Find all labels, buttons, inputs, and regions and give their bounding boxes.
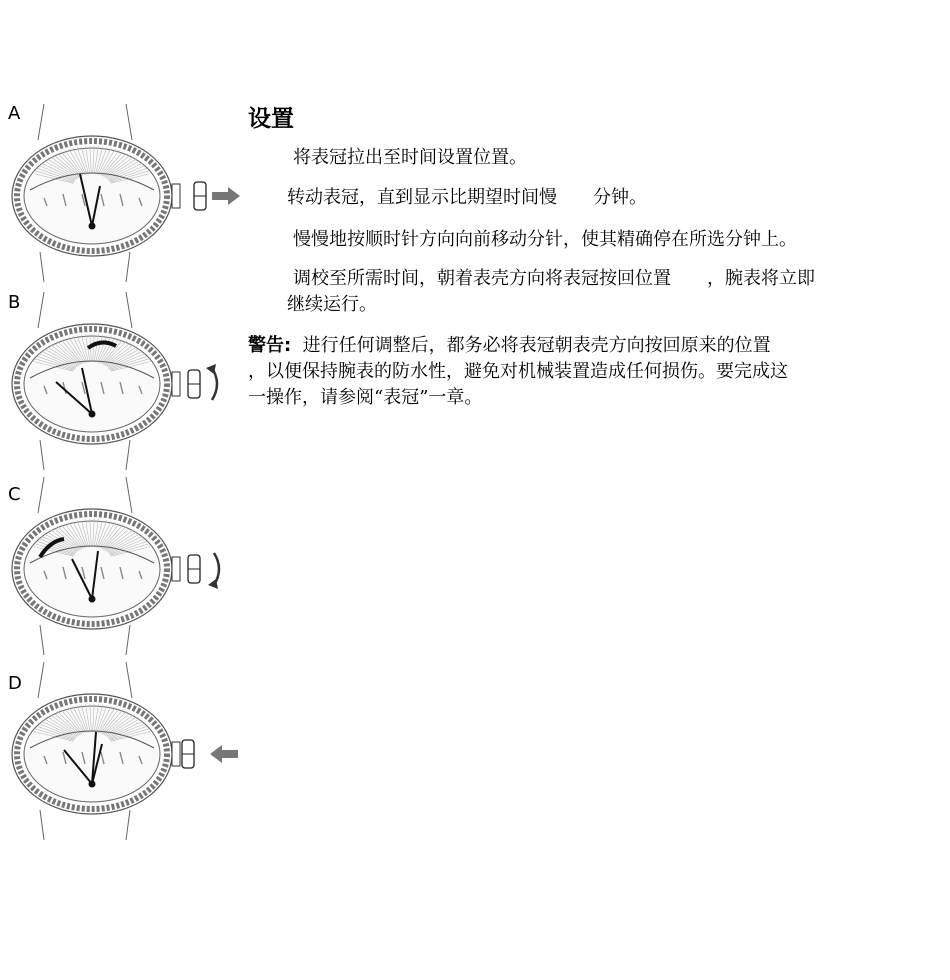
step-4: 调校至所需时间，朝着表壳方向将表冠按回位置 ，腕表将立即 (293, 268, 815, 289)
section-title: 设置 (248, 106, 294, 132)
figure-label-c: C (8, 484, 21, 505)
hand-pivot (89, 411, 96, 418)
pull-arrow-icon (212, 187, 240, 205)
hand-pivot (89, 596, 96, 603)
crown-tube (172, 372, 180, 396)
crown-tube (172, 184, 180, 208)
figure-label-d: D (8, 673, 22, 694)
watch-illustration-a (6, 100, 246, 285)
figure-label-a: A (8, 103, 21, 124)
dial (24, 706, 160, 802)
dial (24, 148, 160, 244)
warning-text-line-2: ，以便保持腕表的防水性，避免对机械装置造成任何损伤。要完成这 (248, 361, 788, 382)
dial (24, 521, 160, 617)
warning-label: 警告: (248, 335, 292, 356)
crown-tube (172, 557, 180, 581)
step-4-continued: 继续运行。 (287, 294, 377, 315)
crown-tube (172, 742, 180, 766)
watch-illustration-d (6, 658, 246, 843)
step-2: 转动表冠，直到显示比期望时间慢 分钟。 (287, 187, 647, 208)
watch-illustration-b (6, 288, 246, 473)
warning-block (248, 333, 908, 411)
push-arrow-icon (210, 745, 238, 763)
hand-pivot (89, 781, 96, 788)
dial (24, 336, 160, 432)
hand-pivot (89, 223, 96, 230)
figure-label-b: B (8, 292, 21, 313)
watch-illustration-c (6, 473, 246, 658)
warning-text-line-3: 一操作，请参阅“表冠”一章。 (248, 387, 483, 408)
step-1: 将表冠拉出至时间设置位置。 (293, 147, 527, 168)
step-3: 慢慢地按顺时针方向向前移动分针，使其精确停在所选分钟上。 (293, 229, 797, 250)
warning-text: 进行任何调整后，都务必将表冠朝表壳方向按回原来的位置 (302, 335, 771, 356)
